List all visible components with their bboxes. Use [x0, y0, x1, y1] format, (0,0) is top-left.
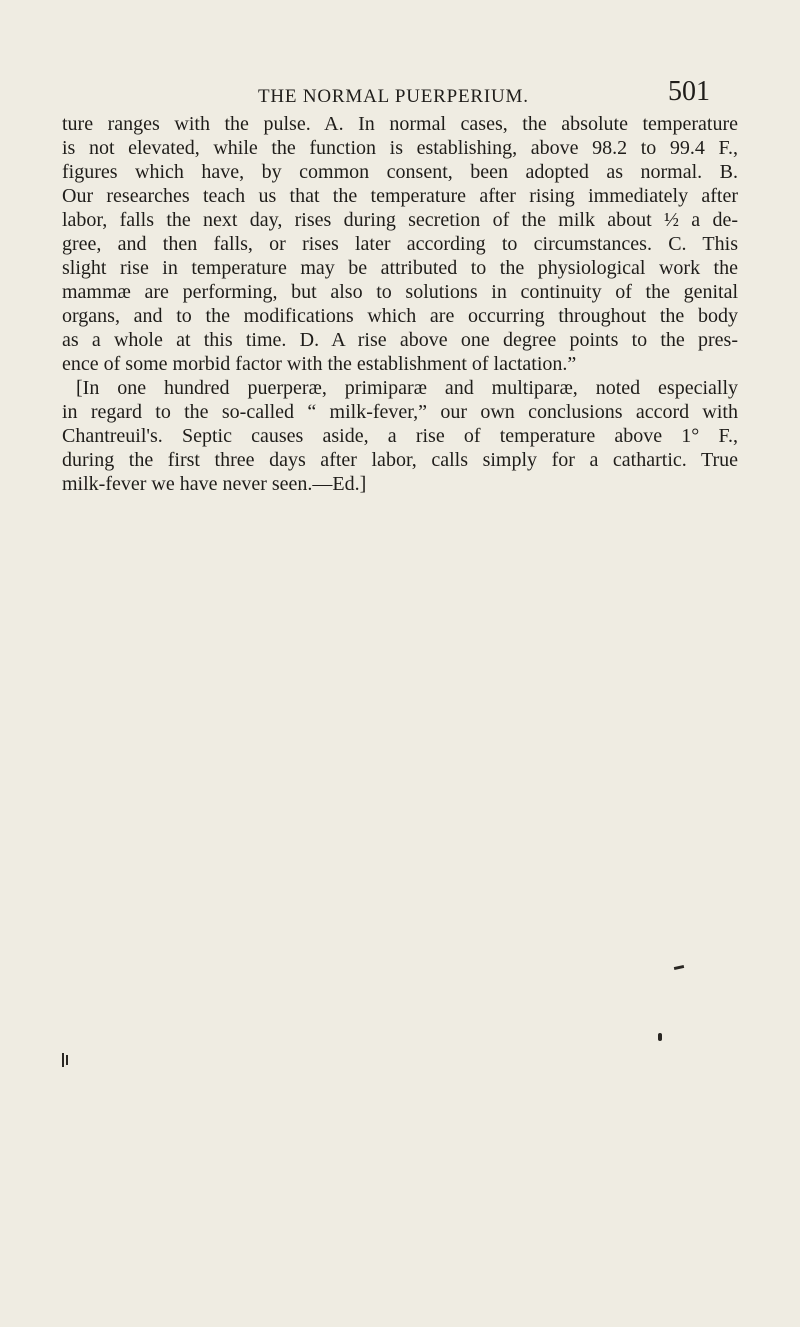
text-line: Chantreuil's. Septic causes aside, a rise of temperature above 1° F.,: [62, 425, 738, 447]
text-line: ture ranges with the pulse. A. In normal cases, the absolute temperature: [62, 113, 738, 135]
text-line: gree, and then falls, or rises later according to circumstances. C. This: [62, 233, 738, 255]
text-line: ence of some morbid factor with the establishment of lactation.”: [62, 353, 577, 375]
text-line: mammæ are performing, but also to solutions in continuity of the genital: [62, 281, 738, 303]
text-line: in regard to the so-called “ milk-fever,” our own conclusions accord with: [62, 401, 738, 423]
text-line: Our researches teach us that the temperature after rising immediately after: [62, 185, 738, 207]
text-line: during the first three days after labor, calls simply for a cathartic. True: [62, 449, 738, 471]
running-title: THE NORMAL PUERPERIUM.: [258, 86, 529, 107]
text-line: is not elevated, while the function is establishing, above 98.2 to 99.4 F.,: [62, 137, 738, 159]
ink-speck: [66, 1055, 68, 1065]
text-line: milk-fever we have never seen.—Ed.]: [62, 473, 367, 495]
ink-speck: [674, 965, 684, 970]
text-line: figures which have, by common consent, been adopted as normal. B.: [62, 161, 738, 183]
ink-speck: [658, 1033, 662, 1041]
text-line: labor, falls the next day, rises during secretion of the milk about ½ a de-: [62, 209, 738, 231]
page-number: 501: [668, 76, 710, 107]
text-line: slight rise in temperature may be attributed to the physiological work the: [62, 257, 738, 279]
text-line: organs, and to the modifications which are occurring throughout the body: [62, 305, 738, 327]
text-line: as a whole at this time. D. A rise above one degree points to the pres-: [62, 329, 738, 351]
ink-speck: [62, 1053, 64, 1067]
text-line: [In one hundred puerperæ, primiparæ and multiparæ, noted especially: [76, 377, 738, 399]
